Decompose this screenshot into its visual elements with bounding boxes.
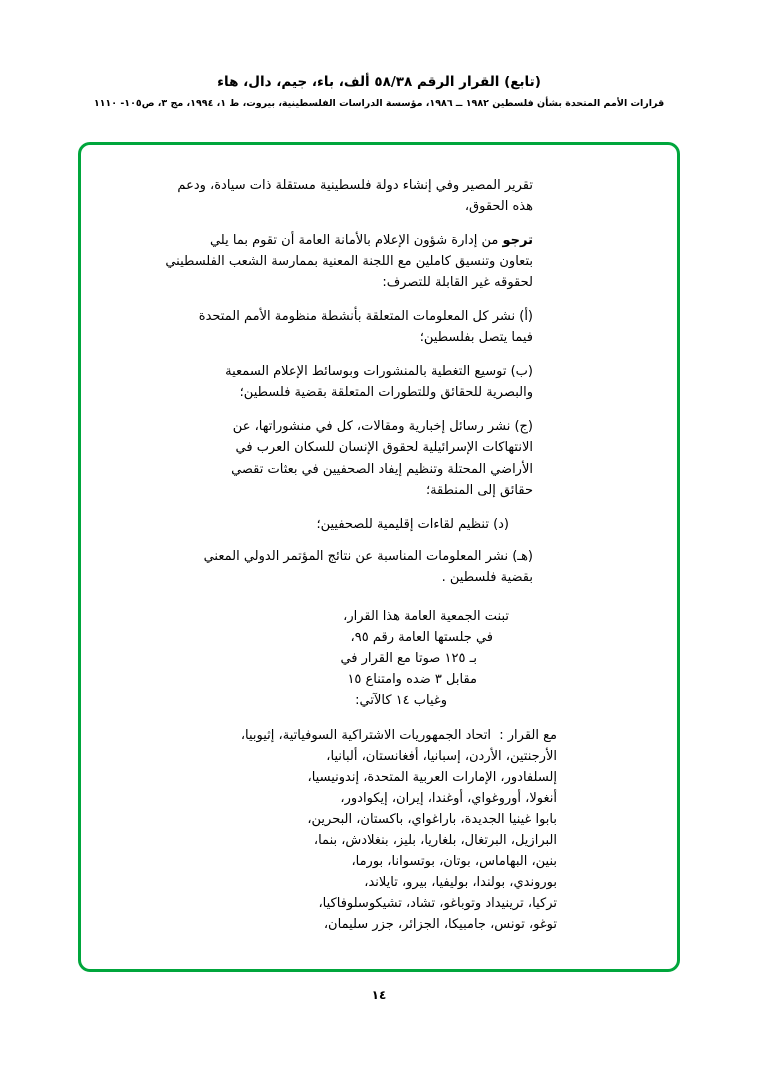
document-body (121, 175, 557, 935)
paragraph-line: تقرير المصير وفي إنشاء دولة فلسطينية مستقلة ذات سيادة، ودعم (177, 178, 533, 193)
paragraph-line: الانتهاكات الإسرائيلية لحقوق الإنسان للسكان العرب في (235, 440, 533, 456)
list-item-d (121, 514, 557, 535)
countries-label: مع القرار : (499, 727, 557, 743)
vote-line: في جلستها العامة رقم ٩٥، (350, 629, 493, 645)
paragraph-line: (د) تنظيم لقاءات إقليمية للصحفيين؛ (316, 516, 509, 532)
paragraph-line: (ب) توسيع التغطية بالمنشورات وبوسائط الإعلام السمعية (225, 364, 533, 380)
paragraph-request-dpi (121, 230, 557, 293)
document-source-citation: قرارات الأمم المتحدة بشأن فلسطين ١٩٨٢ ــ ١٩٨٦، مؤسسة الدراسات الفلسطينية، بيروت، ط ١، ١٩٩٤، مج ٣، ص١٠٥- ١١١٠ (93, 98, 665, 110)
countries-line: بوروندي، بولندا، بوليفيا، بيرو، تايلاند، (364, 875, 557, 891)
page-number: ١٤ (371, 988, 387, 1002)
paragraph-line: بتعاون وتنسيق كاملين مع اللجنة المعنية بممارسة الشعب الفلسطيني (165, 254, 533, 270)
list-item-a (121, 306, 557, 348)
document-header (0, 72, 758, 111)
list-item-e (121, 546, 557, 588)
vote-line: وغياب ١٤ كالآتي: (355, 692, 447, 708)
paragraph-line: فيما يتصل بفلسطين؛ (419, 330, 533, 346)
countries-line: أنغولا، أوروغواي، أوغندا، إيران، إيكوادور، (340, 791, 557, 807)
paragraph-line: لحقوقه غير القابلة للتصرف: (382, 275, 533, 291)
lead-word-bold: ترجو (502, 233, 533, 249)
paragraph-line: بقضية فلسطين . (441, 569, 533, 585)
paragraph-line-first (121, 230, 557, 251)
paragraph-line: الأراضي المحتلة وتنظيم إيفاد الصحفيين في بعثات تقصي (231, 461, 533, 477)
countries-in-favor-list (121, 725, 557, 935)
paragraph-line: هذه الحقوق، (464, 199, 533, 215)
countries-line: بابوا غينيا الجديدة، باراغواي، باكستان، البحرين، (307, 812, 557, 828)
vote-line: بـ ١٢٥ صوتا مع القرار في (340, 650, 477, 666)
countries-line: البرازيل، البرتغال، بلغاريا، بليز، بنغلادش، بنما، (313, 833, 557, 849)
paragraph-self-determination (121, 175, 557, 217)
paragraph-line: (أ) نشر كل المعلومات المتعلقة بأنشطة منظومة الأمم المتحدة (198, 309, 533, 325)
green-content-frame (78, 142, 680, 972)
countries-line: توغو، تونس، جامبيكا، الجزائر، جزر سليمان، (323, 917, 557, 933)
paragraph-line: (هـ) نشر المعلومات المناسبة عن نتائج المؤتمر الدولي المعني (203, 548, 533, 564)
countries-line: إلسلفادور، الإمارات العربية المتحدة، إندونيسيا، (307, 770, 557, 786)
paragraph-line: والبصرية للحقائق وللتطورات المتعلقة بقضية فلسطين؛ (239, 385, 533, 401)
paragraph-line: (ج) نشر رسائل إخبارية ومقالات، كل في منشوراتها، عن (232, 419, 533, 435)
countries-line: اتحاد الجمهوريات الاشتراكية السوفياتية، إثيوبيا، (240, 727, 491, 743)
vote-line: مقابل ٣ ضده وامتناع ١٥ (347, 671, 477, 687)
paragraph-line: حقائق إلى المنطقة؛ (425, 482, 533, 498)
list-item-c (121, 416, 557, 500)
paragraph-line-rest: من إدارة شؤون الإعلام بالأمانة العامة أن تقوم بما يلي (209, 233, 503, 249)
list-item-b (121, 361, 557, 403)
countries-line: بنين، البهاماس، بوتان، بوتسوانا، بورما، (351, 854, 557, 870)
vote-summary (121, 606, 557, 711)
document-title: (تابع) القرار الرقم ٥٨/٣٨ ألف، باء، جيم، دال، هاء (217, 74, 541, 90)
countries-line-first (121, 725, 557, 746)
vote-line: تبنت الجمعية العامة هذا القرار، (343, 608, 509, 624)
countries-line: الأرجنتين، الأردن، إسبانيا، أفغانستان، ألبانيا، (326, 749, 557, 765)
countries-line: تركيا، ترينيداد وتوباغو، تشاد، تشيكوسلوفاكيا، (318, 896, 557, 912)
